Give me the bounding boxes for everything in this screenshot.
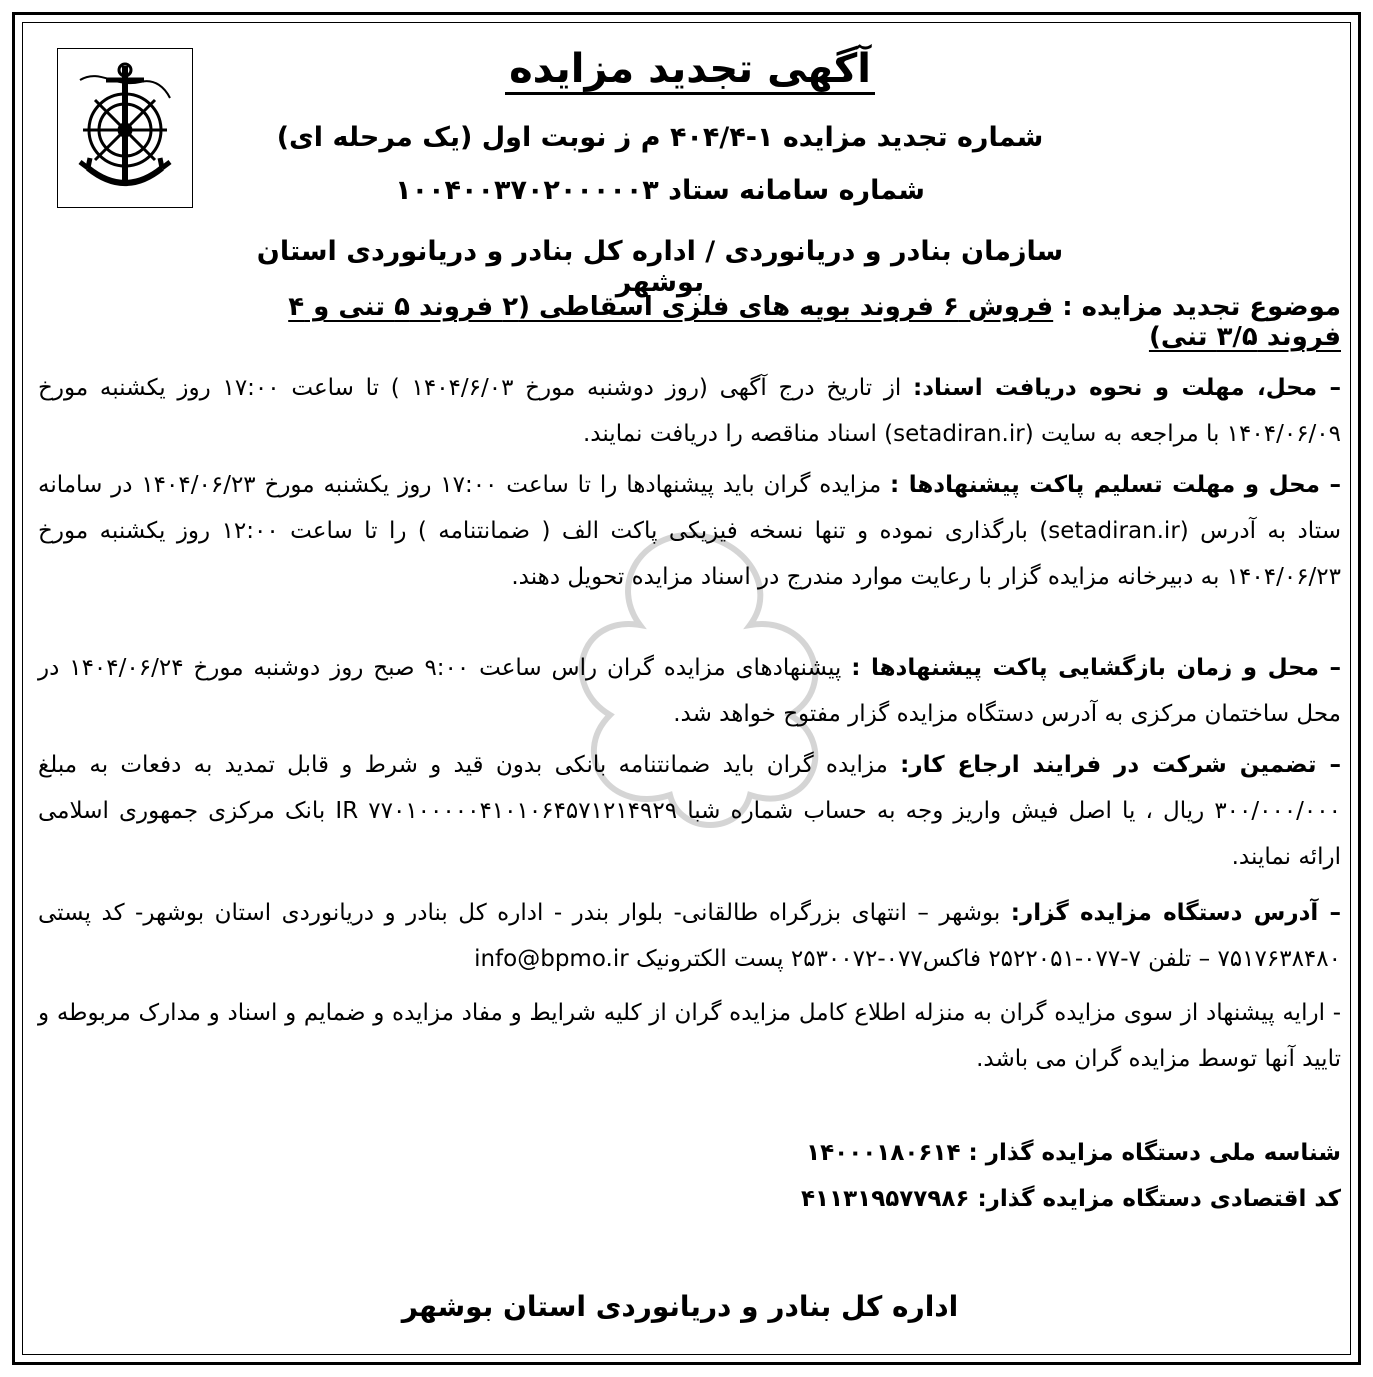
logo-box	[57, 48, 193, 208]
footer-signature: اداره کل بنادر و دریانوردی استان بوشهر	[401, 1290, 959, 1323]
section-closing	[38, 990, 1341, 1082]
page-title	[470, 46, 910, 92]
anchor-wheel-icon	[70, 58, 180, 198]
subject-label: موضوع تجدید مزایده :	[1062, 292, 1341, 322]
section-documents-text: از تاریخ درج آگهی (روز دوشنبه مورخ ۱۴۰۴/۶/۰۳ ) تا ساعت ۱۷:۰۰ روز یکشنبه مورخ ۱۴۰۴/۰۶/۰۹ با مراجعه به سایت (setadiran.ir) اسناد مناقصه را دریافت نمایند.	[38, 375, 1341, 447]
auction-number-line: شماره تجدید مزایده ۱-۴۰۴/۴ م ز نوبت اول (یک مرحله ای)	[276, 122, 1044, 153]
setad-number-line: شماره سامانه ستاد ۱۰۰۴۰۰۳۷۰۲۰۰۰۰۰۳	[395, 175, 925, 206]
section-closing-text: - ارایه پیشنهاد از سوی مزایده گران به منزله اطلاع کامل مزایده گران از کلیه شرایط و مفاد مزایده و ضمایم و اسناد و مدارک مربوطه و تایید آنها توسط مزایده گران می باشد.	[38, 1000, 1341, 1072]
section-opening	[38, 645, 1341, 737]
section-address-text: بوشهر – انتهای بزرگراه طالقانی- بلوار بندر - اداره کل بنادر و دریانوردی استان بوشهر- کد پستی ۷۵۱۷۶۳۸۴۸۰ – تلفن ۷-۰۷۷-۲۵۲۲۰۵۱ فاکس۰۷۷-۲۵۳۰۰۷۲ پست الکترونیک info@bpmo.ir	[38, 900, 1341, 972]
section-guarantee	[38, 742, 1341, 880]
national-id: شناسه ملی دستگاه مزایده گذار : ۱۴۰۰۰۱۸۰۶۱۴	[806, 1140, 1341, 1166]
subject-value: فروش ۶ فروند بویه های فلزی اسقاطی (۲ فروند ۵ تنی و ۴ فروند ۳/۵ تنی)	[288, 292, 1341, 352]
section-address-label: – آدرس دستگاه مزایده گزار:	[1010, 900, 1342, 926]
section-submission	[38, 462, 1341, 600]
title-text: آگهی تجدید مزایده	[505, 46, 875, 95]
section-guarantee-label: – تضمین شرکت در فرایند ارجاع کار:	[900, 752, 1341, 778]
economic-code: کد اقتصادی دستگاه مزایده گذار: ۴۱۱۳۱۹۵۷۷۹۸۶	[801, 1186, 1341, 1212]
section-address	[38, 890, 1341, 982]
section-documents	[38, 365, 1341, 457]
section-opening-label: – محل و زمان بازگشایی پاکت پیشنهادها :	[851, 655, 1342, 681]
section-guarantee-text: مزایده گران باید ضمانتنامه بانکی بدون قید و شرط و قابل تمدید به دفعات به مبلغ ۳۰۰/۰۰۰/۰۰۰ ریال ، یا اصل فیش واریز وجه به حساب شماره شبا IR ۷۷۰۱۰۰۰۰۰۴۱۰۱۰۶۴۵۷۱۲۱۴۹۲۹ بانک مرکزی جمهوری اسلامی ارائه نمایند.	[38, 752, 1341, 870]
section-documents-label: – محل، مهلت و نحوه دریافت اسناد:	[913, 375, 1342, 401]
organization-line: سازمان بنادر و دریانوردی / اداره کل بنادر و دریانوردی استان بوشهر	[256, 236, 1064, 298]
subject-line	[241, 292, 1341, 352]
section-submission-label: – محل و مهلت تسلیم پاکت پیشنهادها :	[890, 472, 1341, 498]
section-opening-text: پیشنهادهای مزایده گران راس ساعت ۹:۰۰ صبح روز دوشنبه مورخ ۱۴۰۴/۰۶/۲۴ در محل ساختمان مرکزی به آدرس دستگاه مزایده گزار مفتوح خواهد شد.	[38, 655, 1341, 727]
section-submission-text: مزایده گران باید پیشنهادها را تا ساعت ۱۷:۰۰ روز یکشنبه مورخ ۱۴۰۴/۰۶/۲۳ در سامانه ستاد به آدرس (setadiran.ir) بارگذاری نموده و تنها نسخه فیزیکی پاکت الف ( ضمانتنامه ) را تا ساعت ۱۲:۰۰ روز یکشنبه مورخ ۱۴۰۴/۰۶/۲۳ به دبیرخانه مزایده گزار با رعایت موارد مندرج در اسناد مزایده تحویل دهند.	[38, 472, 1342, 590]
